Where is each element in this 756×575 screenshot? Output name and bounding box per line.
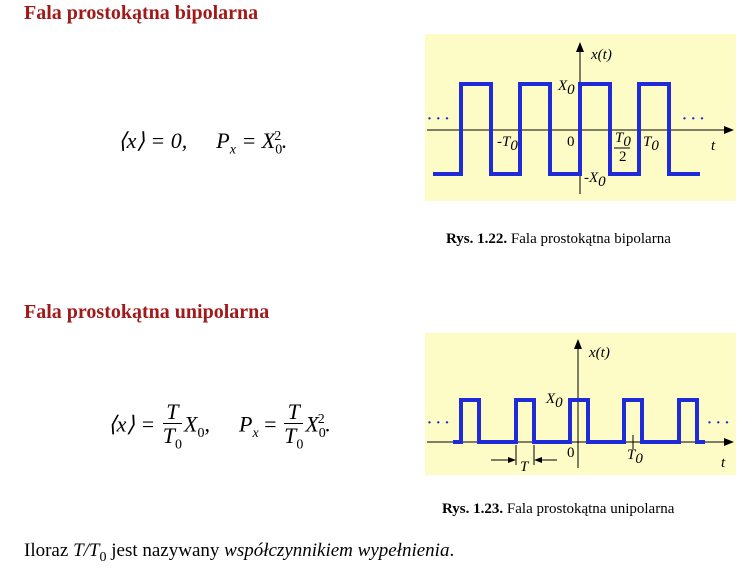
duty-cycle-term: współczynnikiem wypełnienia	[224, 540, 450, 561]
label-neg-x0: -X0	[584, 170, 606, 190]
caption-bipolar	[446, 231, 671, 248]
y-axis-label: x(t)	[591, 47, 612, 63]
label-zero: 0	[567, 134, 575, 150]
footer-ratio-sub: 0	[99, 549, 107, 565]
mean-x0: X	[184, 411, 198, 437]
x-axis-label: t	[721, 455, 726, 471]
unipolar-wave-plot	[425, 333, 736, 475]
mean-expression: ⟨x⟩ =	[108, 411, 161, 437]
footer-end: .	[449, 540, 455, 561]
mean-expression: ⟨x⟩ = 0,	[118, 128, 188, 153]
power-exponent: 2	[274, 128, 282, 144]
caption-unipolar	[442, 501, 674, 518]
formula-period: .	[281, 128, 287, 153]
x-axis-label: t	[711, 138, 716, 154]
dots-right: · · ·	[707, 415, 730, 431]
bipolar-wave-plot	[425, 34, 736, 201]
caption-text: Fala prostokątna bipolarna	[507, 231, 671, 247]
label-x0: X0	[546, 391, 563, 411]
power-symbol: P	[238, 411, 253, 437]
dots-left: · · ·	[427, 415, 450, 431]
y-axis-arrow	[574, 339, 582, 349]
t-marker-left-arrowhead	[508, 457, 516, 463]
duty-cycle-sentence	[24, 540, 454, 566]
footer-ratio: T/T	[73, 540, 100, 561]
figure-unipolar	[425, 333, 736, 475]
label-zero: 0	[567, 445, 575, 461]
label-neg-t0: -T0	[497, 134, 518, 154]
power-x0: X	[305, 411, 319, 437]
t-marker-right-arrowhead	[534, 457, 542, 463]
y-axis-arrow	[576, 42, 584, 52]
caption-number: Rys. 1.22.	[446, 231, 508, 247]
figure-bipolar	[425, 34, 736, 201]
fraction-t-over-t0: $\frac{T}{T_0}$	[162, 399, 183, 453]
power-symbol: P	[216, 128, 230, 153]
y-axis-label: x(t)	[589, 345, 610, 361]
power-subscript: x	[229, 142, 236, 158]
formula-bipolar	[118, 128, 287, 158]
label-x0: X0	[558, 78, 575, 98]
section-heading-bipolar: Fala prostokątna bipolarna	[24, 2, 259, 24]
formula-unipolar: ⟨x⟩ = $\frac{T}{T_0}$ $X_0$, $P_x$ = $\frac{T}{T_0}$ $X_0^2$.	[108, 399, 331, 453]
label-t0: T0	[643, 134, 659, 154]
dots-right: · · ·	[682, 111, 705, 127]
power-x0-sub: 0	[275, 142, 283, 158]
footer-middle: jest nazywany	[106, 540, 225, 561]
fraction-t-over-t0-power: $\frac{T}{T_0}$	[284, 399, 304, 453]
x-axis-arrow	[724, 438, 734, 446]
label-half-t0-num: T0	[615, 130, 631, 150]
x-axis-arrow	[724, 126, 734, 134]
label-t: T	[520, 459, 529, 475]
label-half-t0-den: 2	[619, 149, 627, 165]
label-t0: T0	[627, 447, 643, 467]
dots-left: · · ·	[427, 111, 450, 127]
footer-prefix: Iloraz	[24, 540, 74, 561]
unipolar-waveform	[453, 400, 705, 442]
caption-number: Rys. 1.23.	[442, 501, 504, 517]
caption-text: Fala prostokątna unipolarna	[503, 501, 675, 517]
section-heading-unipolar: Fala prostokątna unipolarna	[24, 301, 270, 323]
power-equals: = X	[235, 128, 276, 153]
